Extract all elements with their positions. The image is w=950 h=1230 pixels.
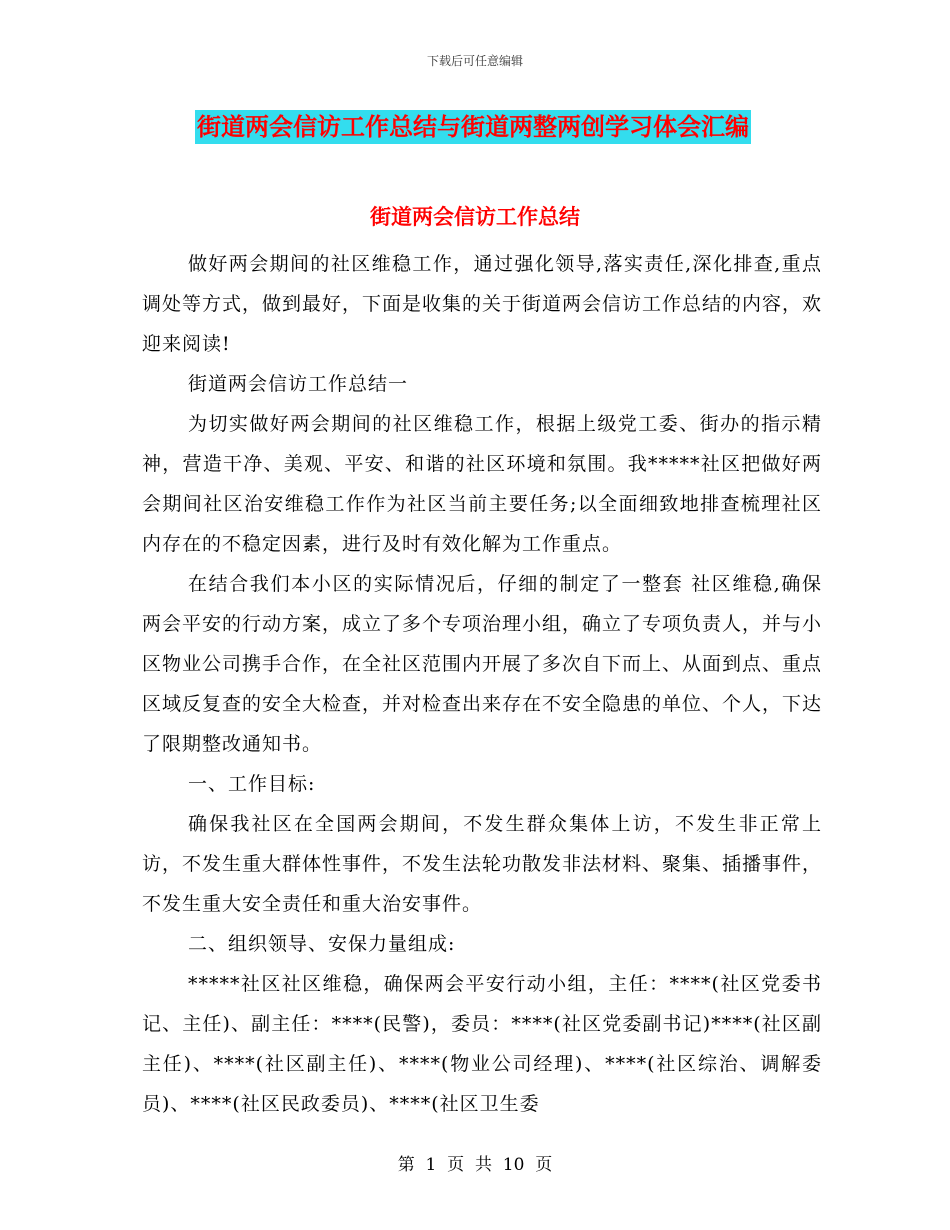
paragraph-heading-organization: 二、组织领导、安保力量组成: [188,933,456,955]
section-title: 街道两会信访工作总结 [370,204,580,229]
page-header-note: 下载后可任意编辑 [426,54,523,68]
paragraph-intro: 做好两会期间的社区维稳工作，通过强化领导,落实责任,深化排查,重点调处等方式，做到最好，下面是收集的关于街道两会信访工作总结的内容，欢迎来阅读! [142,253,823,355]
document-body [142,244,822,1124]
paragraph: 确保我社区在全国两会期间，不发生群众集体上访，不发生非正常上访，不发生重大群体性事件，不发生法轮功散发非法材料、聚集、插播事件，不发生重大安全责任和重大治安事件。 [142,813,823,915]
paragraph: *****社区社区维稳，确保两会平安行动小组，主任：****(社区党委书记、主任)、副主任：****(民警)，委员：****(社区党委副书记)****(社区副主任)、****(社区副主任)、****(物业公司经理)、****(社区综治、调解委员)、****(社区民政委员)、****(社区卫生委 [142,973,822,1115]
paragraph: 在结合我们本小区的实际情况后，仔细的制定了一整套 社区维稳,确保两会平安的行动方案，成立了多个专项治理小组，确立了专项负责人，并与小区物业公司携手合作，在全社区范围内开展了多次自下而上、从面到点、重点区域反复查的安全大检查，并对检查出来存在不安全隐患的单位、个人，下达了限期整改通知书。 [142,573,823,755]
paragraph-subheading: 街道两会信访工作总结一 [188,373,409,395]
document-title: 街道两会信访工作总结与街道两整两创学习体会汇编 [195,110,751,144]
paragraph: 为切实做好两会期间的社区维稳工作，根据上级党工委、街办的指示精神，营造干净、美观、平安、和谐的社区环境和氛围。我*****社区把做好两会期间社区治安维稳工作作为社区当前主要任务;以全面细致地排查梳理社区内存在的不稳定因素，进行及时有效化解为工作重点。 [142,413,822,555]
paragraph-heading-goals: 一、工作目标: [188,773,316,795]
page-number: 第 1 页 共 10 页 [397,1155,553,1175]
